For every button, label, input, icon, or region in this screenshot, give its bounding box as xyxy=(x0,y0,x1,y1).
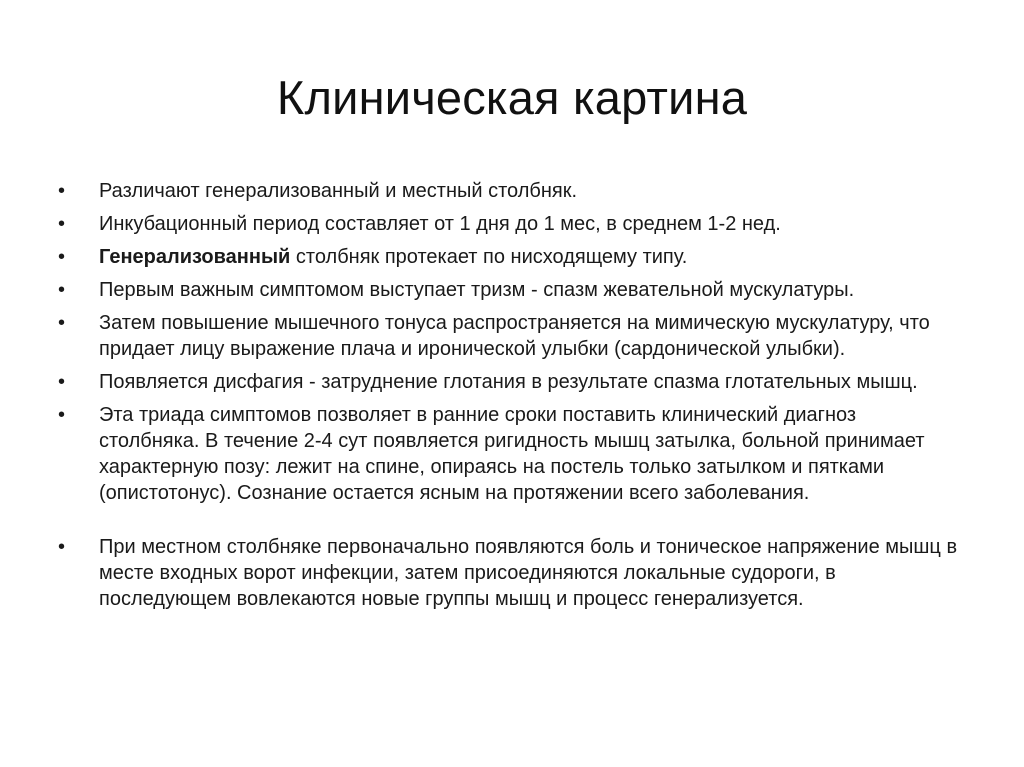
bullet-text: Первым важным симптомом выступает тризм - спазм жевательной мускулатуры. xyxy=(99,279,855,301)
slide-title: Клиническая картина xyxy=(276,71,748,124)
bullet-text: При местном столбняке первоначально появляются боль и тоническое напряжение мышц в месте входных ворот инфекции, затем присоединяются локальные судороги, в последующем вовлекаются новые группы мышц и процесс генерализуется. xyxy=(99,536,958,610)
bullet-marker: • xyxy=(58,213,66,235)
bullet-bold-term: Генерализованный xyxy=(99,246,291,268)
bullet-list xyxy=(58,178,958,619)
bullet-item xyxy=(58,178,958,204)
bullet-marker: • xyxy=(58,536,66,558)
bullet-text: столбняк протекает по нисходящему типу. xyxy=(290,246,688,268)
bullet-text: Появляется дисфагия - затруднение глотания в результате спазма глотательных мышц. xyxy=(99,371,918,393)
bullet-item xyxy=(58,277,958,303)
bullet-marker: • xyxy=(58,279,66,301)
bullet-item xyxy=(58,402,958,506)
bullet-marker: • xyxy=(58,180,66,202)
bullet-marker: • xyxy=(58,312,66,334)
bullet-item xyxy=(58,369,958,395)
bullet-item xyxy=(58,310,958,362)
bullet-item xyxy=(58,244,958,270)
bullet-text: Эта триада симптомов позволяет в ранние сроки поставить клинический диагноз столбняка. В течение 2-4 сут появляется ригидность мышц затылка, больной принимает характерную позу: лежит на спине, опираясь на постель только затылком и пятками (опистотонус). Сознание остается ясным на протяжении всего заболевания. xyxy=(99,404,925,504)
bullet-marker: • xyxy=(58,246,66,268)
bullet-item xyxy=(58,534,958,612)
bullet-text: Различают генерализованный и местный столбняк. xyxy=(99,180,578,202)
bullet-item xyxy=(58,211,958,237)
bullet-marker: • xyxy=(58,404,66,426)
bullet-text: Затем повышение мышечного тонуса распространяется на мимическую мускулатуру, что придает лицу выражение плача и иронической улыбки (сардонической улыбки). xyxy=(99,312,930,360)
bullet-text: Инкубационный период составляет от 1 дня до 1 мес, в среднем 1-2 нед. xyxy=(99,213,781,235)
bullet-marker: • xyxy=(58,371,66,393)
